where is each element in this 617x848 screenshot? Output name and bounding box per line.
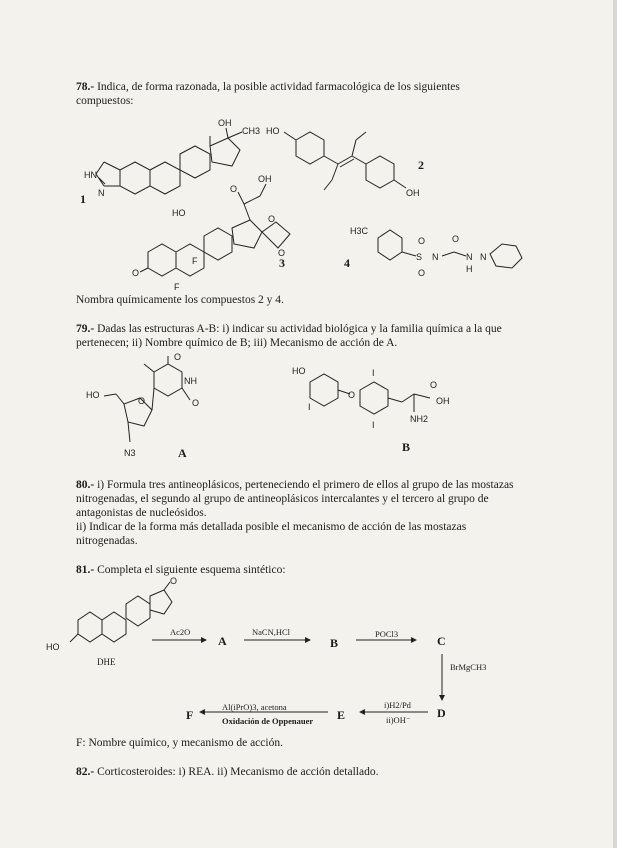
q78-line2: compuestos: — [76, 95, 134, 107]
c4-so-o2: O — [418, 268, 426, 278]
q79-line2: pertenecen; ii) Nombre químico de B; iii) Mecanismo de acción de A. — [76, 337, 398, 349]
q82-number: 82.- — [76, 766, 95, 778]
compound-label-b: B — [402, 440, 411, 454]
q81-text: Completa el siguiente esquema sintético: — [97, 564, 286, 576]
q78-footer: Nombra químicamente los compuestos 2 y 4. — [76, 294, 284, 306]
node-e: E — [337, 708, 346, 722]
reagent-al-iPrO: Al(iPrO)3, acetona — [222, 702, 287, 712]
c1-hn-label: HN — [84, 170, 97, 180]
q81-footer: F: Nombre químico, y mecanismo de acción. — [76, 737, 283, 749]
c4-s-label: S — [416, 252, 423, 262]
compound-label-1: 1 — [80, 192, 86, 206]
node-f: F — [186, 708, 194, 722]
dhe-ho-label: HO — [46, 642, 60, 652]
reagent-oh: ii)OH⁻ — [386, 715, 411, 725]
compound-label-2: 2 — [418, 158, 424, 172]
compound-label-3: 3 — [279, 256, 285, 270]
c3-f6-label: F — [174, 282, 180, 292]
q80-line5: nitrogenadas. — [76, 535, 138, 547]
b-i1-label: I — [308, 402, 311, 412]
a-ho-label: HO — [86, 390, 100, 400]
reagent-pocl3: POCl3 — [375, 629, 399, 639]
q82-line — [76, 765, 378, 779]
q79-number: 79.- — [76, 323, 95, 335]
c3-ketone-o-label: O — [230, 184, 238, 194]
q78-number: 78.- — [76, 81, 95, 93]
a-n3-label: N3 — [124, 448, 136, 458]
q80-number: 80.- — [76, 479, 95, 491]
c4-n3-label: N — [480, 252, 487, 262]
reagent-nacn: NaCN,HCl — [252, 627, 291, 637]
c4-h3c-label: H3C — [350, 226, 369, 236]
q78-text: Indica, de forma razonada, la posible actividad farmacológica de los siguientes — [97, 81, 460, 93]
c3-ho-label: HO — [172, 208, 186, 218]
b-ho-label: HO — [292, 366, 306, 376]
compound-label-4: 4 — [344, 256, 350, 270]
a-ring-o: O — [138, 396, 146, 406]
c3-oh-label: OH — [258, 174, 272, 184]
b-i2-label: I — [372, 368, 375, 378]
node-d: D — [437, 706, 446, 720]
compound-label-a: A — [178, 446, 187, 460]
b-nh2-label: NH2 — [410, 414, 429, 424]
c3-acetal-o2: O — [278, 248, 286, 258]
q79-text: Dadas las estructuras A-B: i) indicar su actividad biológica y la familia química a la que — [97, 323, 502, 335]
c4-h-label: H — [466, 264, 473, 274]
c3-acetal-o1: O — [268, 214, 276, 224]
dhe-o-label: O — [170, 576, 178, 586]
node-c: C — [437, 634, 446, 648]
node-b: B — [330, 636, 339, 650]
c1-ch3-label: CH3 — [242, 126, 261, 136]
q82-text: Corticosteroides: i) REA. ii) Mecanismo de acción detallado. — [97, 766, 379, 778]
c2-oh-label: OH — [406, 188, 420, 198]
reagent-h2pd: i)H2/Pd — [384, 700, 411, 710]
q80-line2: nitrogenadas, el segundo al grupo de antineoplásicos intercalantes y el tercero al grupo de — [76, 493, 489, 505]
c4-so-o1: O — [418, 236, 426, 246]
c2-ho-label: HO — [266, 126, 280, 136]
c3-o-label: O — [132, 268, 140, 278]
a-nh-label: NH — [184, 376, 197, 386]
c4-n2-label: N — [466, 252, 473, 262]
b-oh-label: OH — [436, 396, 450, 406]
c4-co-o: O — [452, 234, 460, 244]
reagent-brmgch3: BrMgCH3 — [450, 662, 487, 672]
b-acid-o: O — [430, 380, 438, 390]
a-o-right: O — [192, 398, 200, 408]
q81-number: 81.- — [76, 564, 95, 576]
b-i3-label: I — [372, 420, 375, 430]
reagent-ac2o: Ac2O — [170, 627, 191, 637]
c4-n-label: N — [432, 252, 439, 262]
c3-f9-label: F — [192, 256, 198, 266]
b-ether-o: O — [348, 390, 356, 400]
q80-text: i) Formula tres antineoplásicos, perteneciendo el primero de ellos al grupo de las mostazas — [97, 479, 514, 491]
reagent-oppenauer: Oxidación de Oppenauer — [222, 716, 314, 726]
dhe-label: DHE — [97, 657, 116, 667]
c1-oh-label: OH — [218, 118, 232, 128]
c1-n-label: N — [98, 188, 105, 198]
a-o-top: O — [174, 352, 182, 362]
page-edge-shadow — [613, 0, 617, 848]
q80-line4: ii) Indicar de la forma más detallada posible el mecanismo de acción de las mostazas — [76, 521, 467, 533]
q80-line3: antagonistas de nucleósidos. — [76, 507, 207, 519]
node-a: A — [218, 634, 227, 648]
